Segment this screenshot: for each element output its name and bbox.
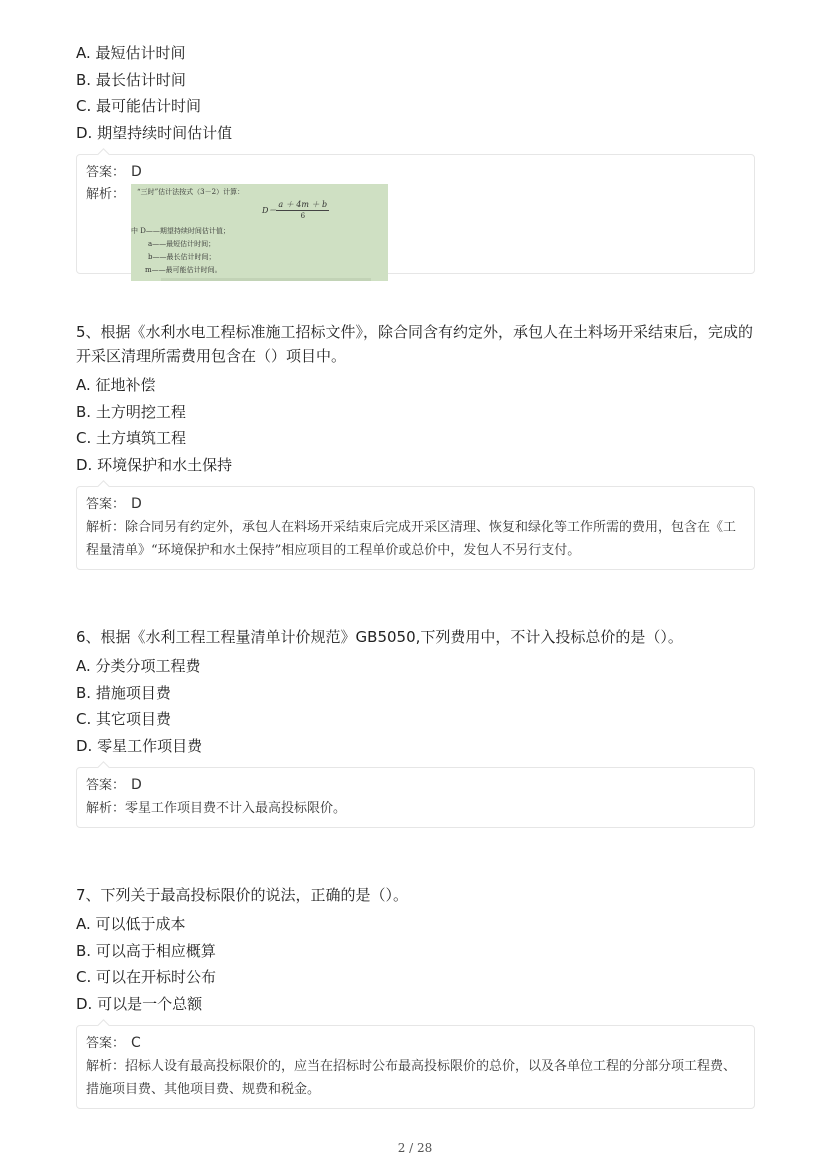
explanation: 解析：零星工作项目费不计入最高投标限价。 — [86, 801, 347, 816]
question-title: 5、根据《水利水电工程标准施工招标文件》，除合同含有约定外，承包人在土料场开采结束后，完成的开采区清理所需费用包含在（）项目中。 — [76, 323, 754, 365]
answer-value: D — [131, 496, 142, 512]
option-d: D. 零星工作项目费 — [76, 736, 203, 755]
option-a: A. 征地补偿 — [76, 376, 156, 394]
option-c: C. 土方填筑工程 — [76, 429, 187, 447]
answer-box — [76, 1025, 755, 1109]
option-c: C. 最可能估计时间 — [76, 97, 202, 115]
answer-value: D — [131, 777, 142, 793]
option-d: D. 可以是一个总额 — [76, 994, 203, 1013]
formula-image: “三时”估计法按式（3－2）计算： D＝ $\frac{a + 4m + b}{6}$ 中 D——期望持续时间估计值； a——最短估计时间； b——最长估计时间； m——最可能估计时间。 — [131, 184, 388, 281]
option-c: C. 可以在开标时公布 — [76, 968, 217, 986]
option-d: D. 环境保护和水土保持 — [76, 455, 233, 474]
answer-value: C — [131, 1035, 141, 1051]
question-5 — [76, 320, 755, 570]
option-b: B. 土方明挖工程 — [76, 402, 186, 421]
option-b: B. 可以高于相应概算 — [76, 941, 216, 960]
option-d: D. 期望持续时间估计值 — [76, 123, 233, 142]
answer-box — [76, 486, 755, 570]
explanation-label: 解析： — [86, 187, 126, 202]
answer-line: 答案： C — [86, 1035, 141, 1051]
option-a: A. 可以低于成本 — [76, 915, 186, 933]
answer-value: D — [131, 164, 142, 180]
question-title: 6、根据《水利工程工程量清单计价规范》GB5050,下列费用中，不计入投标总价的是（）。 — [76, 628, 683, 646]
page-indicator: 2 / 28 — [397, 1141, 433, 1155]
option-a: A. 最短估计时间 — [76, 44, 186, 62]
option-c: C. 其它项目费 — [76, 710, 172, 728]
option-b: B. 最长估计时间 — [76, 70, 186, 89]
explanation: 解析：除合同另有约定外，承包人在料场开采结束后完成开采区清理、恢复和绿化等工作所需的费用，包含在《工程量清单》“环境保护和水土保持”相应项目的工程单价或总价中，发包人不另行支付。 — [86, 520, 737, 558]
question-title: 7、下列关于最高投标限价的说法，正确的是（）。 — [76, 886, 409, 904]
answer-line: 答案： D — [86, 777, 142, 793]
option-b: B. 措施项目费 — [76, 683, 171, 702]
option-a: A. 分类分项工程费 — [76, 657, 201, 675]
answer-line: 答案： D — [86, 164, 142, 180]
answer-box — [76, 767, 755, 828]
question-7 — [76, 883, 755, 1109]
question-4-continued — [76, 40, 755, 274]
question-6 — [76, 625, 755, 828]
explanation: 解析：招标人设有最高投标限价的，应当在招标时公布最高投标限价的总价，以及各单位工程的分部分项工程费、措施项目费、其他项目费、规费和税金。 — [86, 1059, 737, 1097]
answer-line: 答案： D — [86, 496, 142, 512]
answer-box — [76, 154, 755, 274]
